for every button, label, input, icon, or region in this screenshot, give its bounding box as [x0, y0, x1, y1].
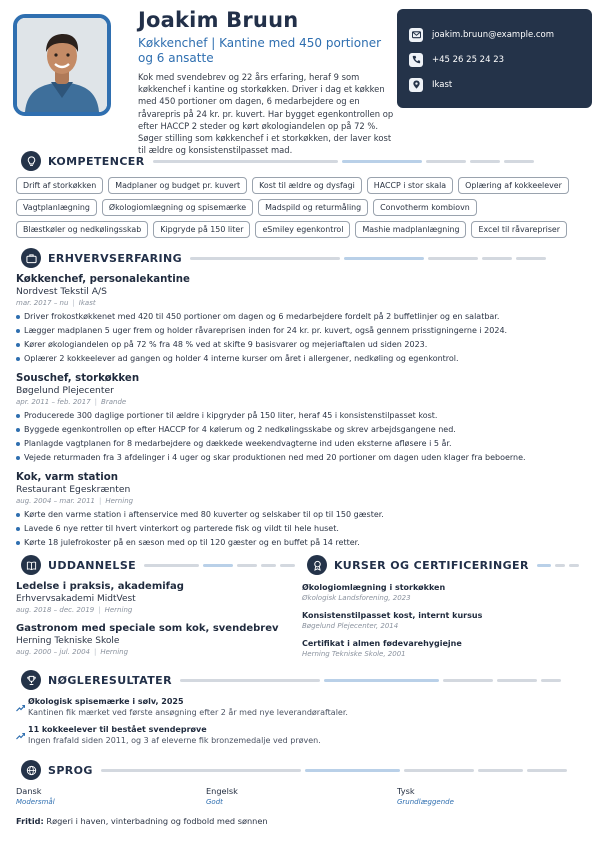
section-heading-courses — [307, 555, 579, 575]
contact-location: Ikast — [432, 79, 453, 90]
language-name: Dansk — [16, 786, 42, 796]
course-item — [302, 582, 592, 603]
job-company: Nordvest Tekstil A/S — [16, 286, 107, 297]
job-location: Brande — [101, 398, 127, 406]
email-icon — [409, 28, 423, 42]
section-title-achievements: NØGLERESULTATER — [48, 673, 172, 687]
skill-chip: Mashie madplanlægning — [355, 221, 466, 238]
experience-item — [16, 273, 588, 366]
job-bullet: Driver frokostkøkkenet med 420 til 450 portioner om dagen og 6 medarbejdere fordelt på 2 buffetlinjer og en salatbar. — [16, 310, 588, 324]
contact-phone-row[interactable] — [409, 47, 580, 72]
globe-icon — [21, 760, 41, 780]
section-divider — [144, 564, 295, 567]
job-meta: mar. 2017 – nu | Ikast — [16, 299, 96, 307]
course-title: Økologiomlægning i storkøkken — [302, 583, 446, 592]
language-name: Tysk — [397, 786, 415, 796]
skill-chip: Vagtplanlægning — [16, 199, 97, 216]
trend-up-icon — [16, 696, 28, 718]
course-title: Certifikat i almen fødevarehygiejne — [302, 639, 462, 648]
section-title-courses: KURSER OG CERTIFICERINGER — [334, 558, 529, 572]
profile-photo-image — [17, 18, 107, 112]
job-meta: aug. 2004 – mar. 2011 | Herning — [16, 497, 134, 505]
course-meta: Herning Tekniske Skole, 2001 — [302, 650, 406, 658]
skill-chip: Økologiomlægning og spisemærke — [102, 199, 253, 216]
course-title: Konsistenstilpasset kost, internt kursus — [302, 611, 483, 620]
education-title: Gastronom med speciale som kok, svendebrev — [16, 623, 279, 634]
job-bullet: Oplærer 2 kokkeelever ad gangen og holder 4 interne kurser om året i allergener, nedkøling og egenkontrol. — [16, 352, 588, 366]
job-company: Bøgelund Plejecenter — [16, 385, 114, 396]
section-heading-languages — [21, 760, 576, 780]
hobbies-line — [16, 816, 268, 826]
section-heading-experience — [21, 248, 571, 268]
education-meta: aug. 2018 – dec. 2019 | Herning — [16, 606, 133, 614]
job-bullet: Lægger madplanen 5 uger frem og holder råvareprisen inden for 24 kr. pr. kuvert, også gennem prisstigningerne i 2024. — [16, 324, 588, 338]
job-company: Restaurant Egeskrænten — [16, 484, 131, 495]
education-item — [16, 623, 286, 657]
job-location: Ikast — [78, 299, 96, 307]
section-divider — [180, 679, 576, 682]
job-bullet: Planlagde vagtplanen for 8 medarbejdere og dækkede weekendvagterne ind uden eksterne afløsere i 5 år. — [16, 437, 588, 451]
job-bullets — [16, 409, 588, 465]
course-item — [302, 610, 592, 631]
job-meta: apr. 2011 – feb. 2017 | Brande — [16, 398, 127, 406]
skill-chip: Madplaner og budget pr. kuvert — [108, 177, 247, 194]
section-heading-achievements — [21, 670, 576, 690]
job-bullet: Kørte 18 julefrokoster på en sæson med op til 120 gæster og en buffet på 14 retter. — [16, 536, 588, 550]
section-divider — [190, 257, 571, 260]
job-bullets — [16, 508, 588, 550]
achievement-text: Kantinen fik mærket ved første ansøgning efter 2 år med nye leverandøraftaler. — [28, 708, 348, 717]
section-title-experience: ERHVERVSERFARING — [48, 251, 183, 265]
courses-list — [302, 582, 592, 666]
education-school: Erhvervsakademi MidtVest — [16, 594, 136, 604]
profile-photo — [13, 14, 111, 116]
achievement-title: 11 kokkeelever til bestået svendeprøve — [28, 725, 207, 734]
skill-chip: Kost til ældre og dysfagi — [252, 177, 362, 194]
course-meta: Bøgelund Plejecenter, 2014 — [302, 622, 399, 630]
experience-item — [16, 372, 588, 465]
section-divider — [537, 564, 579, 567]
job-bullet: Producerede 300 daglige portioner til ældre i kipgryder på 150 liter, heraf 45 i konsistenstilpasset kost. — [16, 409, 588, 423]
job-bullet: Lavede 6 nye retter til hvert vinterkort og parterede fisk og vildt til hele huset. — [16, 522, 588, 536]
job-bullet: Kører økologiandelen op på 72 % fra 48 % ved at skifte 9 basisvarer og mejeriaftalen ud siden 2023. — [16, 338, 588, 352]
phone-icon — [409, 53, 423, 67]
section-divider — [153, 160, 571, 163]
language-name: Engelsk — [206, 786, 238, 796]
skill-chip: Kipgryde på 150 liter — [153, 221, 250, 238]
section-heading-skills — [21, 151, 571, 171]
book-icon — [21, 555, 41, 575]
skill-chip: Oplæring af kokkeelever — [458, 177, 569, 194]
language-item — [16, 786, 55, 808]
candidate-name: Joakim Bruun — [138, 8, 299, 32]
section-divider — [101, 769, 576, 772]
achievement-item — [16, 724, 576, 746]
education-meta: aug. 2000 – jul. 2004 | Herning — [16, 648, 129, 656]
skill-chip: eSmiley egenkontrol — [255, 221, 350, 238]
contact-email-row[interactable] — [409, 22, 580, 47]
section-title-skills: KOMPETENCER — [48, 154, 145, 168]
achievement-text: Ingen frafald siden 2011, og 3 af eleverne fik bronzemedalje ved prøven. — [28, 736, 321, 745]
language-level: Godt — [206, 798, 223, 806]
trophy-icon — [21, 670, 41, 690]
education-school: Herning Tekniske Skole — [16, 636, 120, 646]
job-period: apr. 2011 – feb. 2017 — [16, 398, 91, 406]
skill-chip: Blæstkøler og nedkølingsskab — [16, 221, 148, 238]
job-bullet: Byggede egenkontrollen op efter HACCP for 4 kølerum og 2 nedkølingsskabe og skrev arbejdsgangene ned. — [16, 423, 588, 437]
skill-chip: Madspild og returmåling — [258, 199, 368, 216]
hobbies-label: Fritid: — [16, 816, 44, 826]
language-level: Modersmål — [16, 798, 55, 806]
contact-email[interactable]: joakim.bruun@example.com — [432, 29, 555, 40]
candidate-headline: Køkkenchef | Kantine med 450 portioner og 6 ansatte — [138, 36, 382, 65]
education-location: Herning — [104, 606, 133, 614]
job-title: Souschef, storkøkken — [16, 373, 140, 384]
achievements-list — [16, 696, 576, 752]
job-period: aug. 2004 – mar. 2011 — [16, 497, 95, 505]
education-item — [16, 581, 286, 615]
job-bullet: Kørte den varme station i aftenservice med 80 kuverter og selskaber til op til 150 gæster. — [16, 508, 588, 522]
skill-chip: Convotherm kombiovn — [373, 199, 477, 216]
language-item — [397, 786, 454, 808]
course-item — [302, 638, 592, 659]
education-period: aug. 2000 – jul. 2004 — [16, 648, 90, 656]
skill-chip: Drift af storkøkken — [16, 177, 103, 194]
contact-phone[interactable]: +45 26 25 24 23 — [432, 54, 505, 65]
job-period: mar. 2017 – nu — [16, 299, 69, 307]
education-location: Herning — [100, 648, 129, 656]
job-bullet: Vejede returmaden fra 3 afdelinger i 4 uger og skar produktionen ned med 20 portioner om dagen uden klager fra beboerne. — [16, 451, 588, 465]
job-location: Herning — [105, 497, 134, 505]
education-list — [16, 581, 286, 665]
briefcase-icon — [21, 248, 41, 268]
location-pin-icon — [409, 78, 423, 92]
lightbulb-icon — [21, 151, 41, 171]
contact-box — [397, 9, 592, 108]
job-title: Køkkenchef, personalekantine — [16, 274, 190, 285]
hobbies-text: Røgeri i haven, vinterbadning og fodbold med sønnen — [46, 816, 268, 826]
contact-location-row — [409, 72, 580, 97]
section-heading-education — [21, 555, 289, 575]
experience-item — [16, 471, 588, 550]
skill-chip: Excel til råvarepriser — [471, 221, 567, 238]
achievement-title: Økologisk spisemærke i sølv, 2025 — [28, 697, 184, 706]
job-title: Kok, varm station — [16, 472, 119, 483]
education-period: aug. 2018 – dec. 2019 — [16, 606, 95, 614]
language-level: Grundlæggende — [397, 798, 454, 806]
language-item — [206, 786, 238, 808]
skill-chip: HACCP i stor skala — [367, 177, 453, 194]
certificate-icon — [307, 555, 327, 575]
course-meta: Økologisk Landsforening, 2023 — [302, 594, 411, 602]
achievement-item — [16, 696, 576, 718]
trend-up-icon — [16, 724, 28, 746]
section-title-languages: SPROG — [48, 763, 93, 777]
job-bullets — [16, 310, 588, 366]
skills-list — [16, 177, 586, 238]
profile-summary: Kok med svendebrev og 22 års erfaring, heraf 9 som køkkenchef i kantine og storkøkken. Driver i dag et køkken med 450 portioner om dagen, 6 medarbejdere og en råvarepris på 24 kr. pr. kuvert. Har bygget egenkontrollen op efter HACCP 2 steder og kørt økologiandelen op på 72 %. Søger stilling som køkkenchef i et storkøkken, der laver kost til ældre og konsistenstilpasset mad. — [138, 72, 394, 156]
section-title-education: UDDANNELSE — [48, 558, 137, 572]
experience-list — [16, 273, 588, 556]
education-title: Ledelse i praksis, akademifag — [16, 581, 184, 592]
